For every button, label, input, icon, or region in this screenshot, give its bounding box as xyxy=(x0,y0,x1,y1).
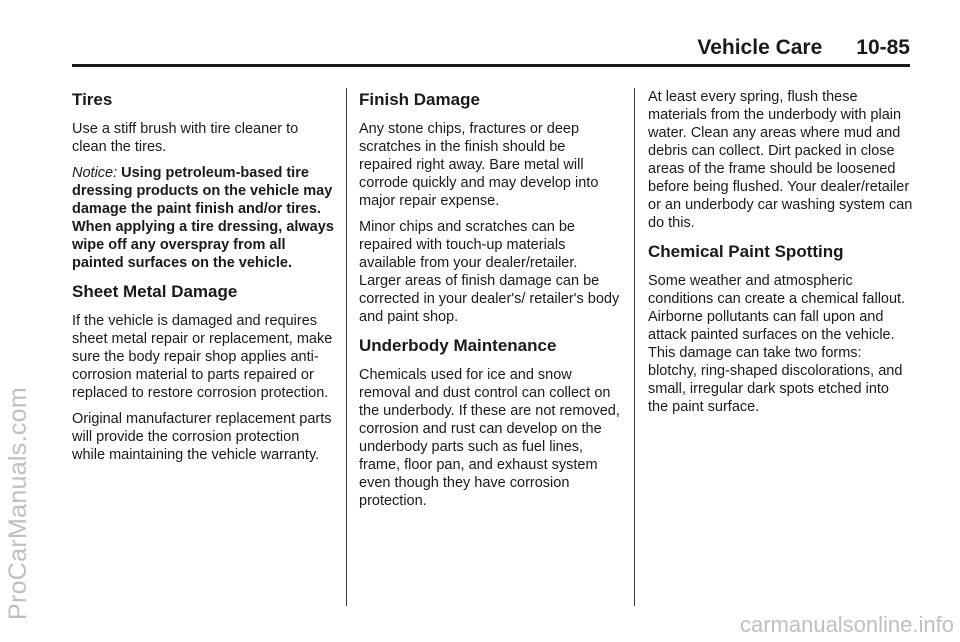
section-title: Vehicle Care xyxy=(697,36,823,59)
notice-paragraph xyxy=(72,164,334,272)
chemical-spotting-p1: Some weather and atmospheric conditions can create a chemical fallout. Airborne pollutants can fall upon and attack painted surfaces on the vehicle. This damage can take two forms: blotchy, ring-shaped discolorations, and small, irregular dark spots etched into the paint surface. xyxy=(648,273,906,415)
underbody-heading: Underbody Maintenance xyxy=(359,336,557,355)
column-1 xyxy=(72,88,334,472)
chemical-spotting-heading: Chemical Paint Spotting xyxy=(648,242,844,261)
page-number: 10-85 xyxy=(856,36,910,59)
header-rule xyxy=(72,64,910,67)
tires-heading: Tires xyxy=(72,90,113,109)
finish-damage-p1: Any stone chips, fractures or deep scratches in the finish should be repaired right away. Bare metal will corrode quickly and may develop into major repair expense. xyxy=(359,121,599,209)
notice-text: Using petroleum-based tire dressing products on the vehicle may damage the paint finish and/or tires. When applying a tire dressing, always wipe off any overspray from all painted surfaces on the vehicle. xyxy=(72,165,334,271)
underbody-p2: At least every spring, flush these materials from the underbody with plain water. Clean any areas where mud and debris can collect. Dirt packed in close areas of the frame should be loosened before being flushed. Your dealer/retailer or an underbody car washing system can do this. xyxy=(648,89,913,231)
underbody-p1: Chemicals used for ice and snow removal and dust control can collect on the underbody. If these are not removed, corrosion and rust can develop on the underbody parts such as fuel lines, frame, floor pan, and exhaust system even though they have corrosion protection. xyxy=(359,367,620,509)
column-2 xyxy=(359,88,621,518)
column-divider-2 xyxy=(634,88,635,606)
sheet-metal-p1: If the vehicle is damaged and requires sheet metal repair or replacement, make sure the body repair shop applies anti-corrosion material to parts repaired or replaced to restore corrosion protection. xyxy=(72,313,333,401)
sheet-metal-p2: Original manufacturer replacement parts will provide the corrosion protection while maintaining the vehicle warranty. xyxy=(72,411,332,463)
tires-text: Use a stiff brush with tire cleaner to clean the tires. xyxy=(72,121,299,155)
page-header xyxy=(72,36,910,64)
notice-label: Notice: xyxy=(72,165,118,181)
finish-damage-p2: Minor chips and scratches can be repaired with touch-up materials available from your dealer/retailer. Larger areas of finish damage can be corrected in your dealer's/ retailer's body and paint shop. xyxy=(359,219,620,325)
column-3 xyxy=(648,88,913,424)
finish-damage-heading: Finish Damage xyxy=(359,90,480,109)
column-divider-1 xyxy=(346,88,347,606)
sheet-metal-heading: Sheet Metal Damage xyxy=(72,282,238,301)
footer-watermark: carmanualsonline.info xyxy=(739,612,954,637)
side-watermark: ProCarManuals.com xyxy=(4,387,32,620)
